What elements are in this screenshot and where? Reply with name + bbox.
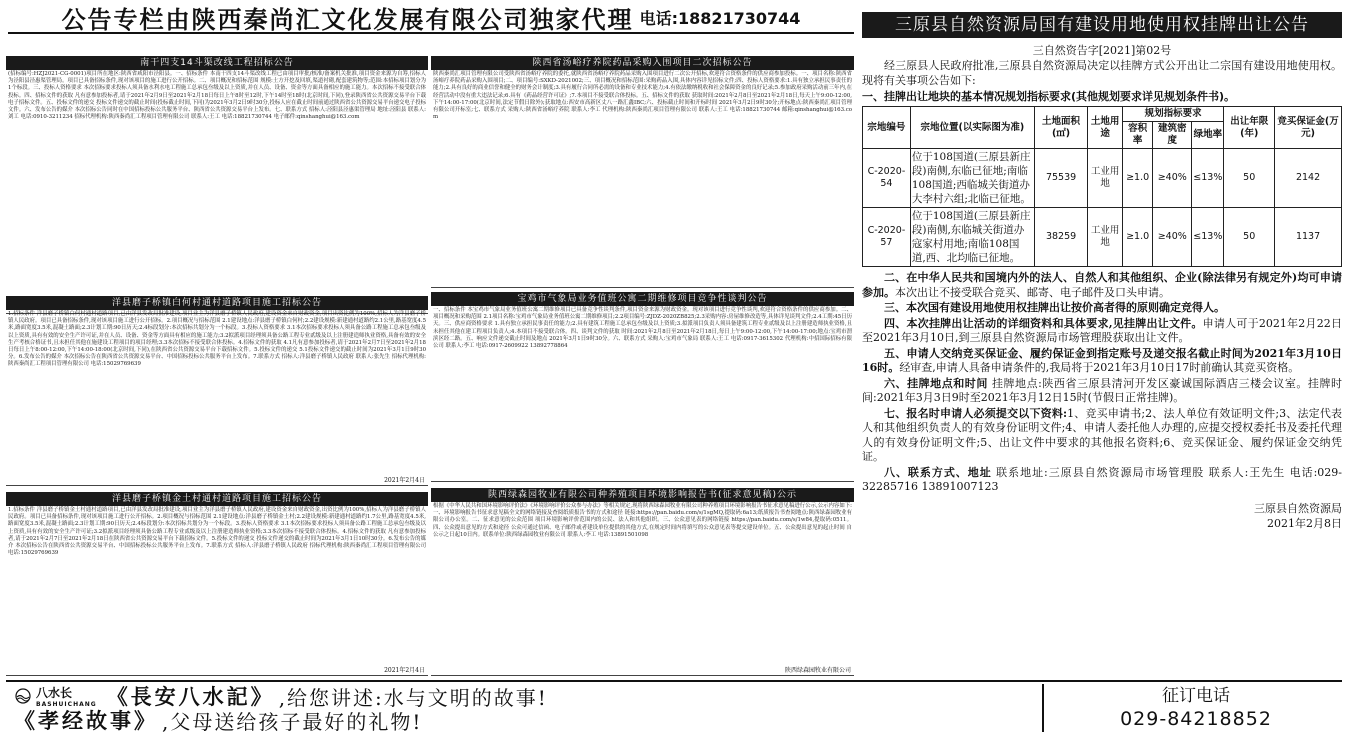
bottom-advertisement	[6, 680, 1342, 730]
col-plan-group: 规划指标要求	[1122, 107, 1223, 122]
notice-body: 1.招标条件 洋县磨子桥镇金土村通村道路项目,已由洋县发改局批准建设,项目业主为洋县磨子桥镇人民政府,建设资金来自财政资金,出资比例为100%,招标人为洋县磨子桥镇人民政府。项目已具备招标条件,现对该项目施工进行公开招标。2.项目概况与招标范围 2.1建设地点:洋县磨子桥镇金土村;2.2建设规模:新建通村道路约1.7公里,路基宽度4.5米,路面宽度3.5米,混凝土路面;2.3计划工期:90日历天;2.4标段划分:本次招标共划分为一个标段。3.投标人资格要求 3.1本次招标要求投标人须具备公路工程施工总承包叁级及以上资质,具有有效的安全生产许可证;3.2拟派项目经理须具备公路工程专业贰级及以上注册建造师执业资格;3.3本次招标不接受联合体投标。4.招标文件的获取 凡有意参加投标者,请于2021年2月7日至2021年2月18日在陕西省公共资源交易平台下载招标文件。5.投标文件的递交 投标文件递交的截止时间为2021年3月1日10时30分。6.发布公告的媒介 本次招标公告在陕西省公共资源交易平台、中国招标投标公共服务平台上发布。7.联系方式 招标人:洋县磨子桥镇人民政府 招标代理机构:陕西秦尚汇工程项目管理有限公司 电话:15029769639	[8, 507, 426, 557]
land-transfer-notice	[862, 12, 1342, 676]
top-banner	[8, 2, 854, 34]
notice-title: 南干四支14斗渠改线工程招标公告	[6, 56, 428, 70]
notice-body: (招标编号:HZJ2021-CG-0001)项目所在地区:陕西省咸阳市泾阳县。一、招标条件 本南干四支14斗渠改线工程已由项目审批/核准/备案机关批准,项目资金来源为自筹,招标人为泾阳县泾惠渠管理局。项目已具备招标条件,现对该项目的施工进行公开招标。二、项目概况和招标范围 规模:土方开挖及回填,渠道衬砌,配套建筑物等;范围:本招标项目划分为1个标段。三、投标人资格要求 本次招标要求投标人须具备水利水电工程施工总承包叁级及以上资质,并在人员、设备、资金等方面具备相应的施工能力。本次招标不接受联合体投标。四、招标文件的获取 凡有意参加投标者,请于2021年2月9日至2021年2月18日每日上午8时至12时,下午14时至18时(北京时间,下同),登录陕西省公共资源交易平台下载电子招标文件。五、投标文件的递交 投标文件递交的截止时间(投标截止时间,下同)为2021年3月2日9时30分,投标人应在截止时间前通过陕西省公共资源交易平台递交电子投标文件。六、发布公告的媒介 本次招标公告同时在中国招标投标公共服务平台、陕西省公共资源交易平台上发布。七、联系方式 招标人:泾阳县泾惠渠管理局 地址:泾阳县 联系人:刘工 电话:0910-3211234 招标代理机构:陕西秦尚汇工程项目管理有限公司 联系人:王工 电话:18821730744 电子邮件:qinshanghui@163.com	[8, 71, 426, 121]
section-4-text: 申请人可于2021年2月22日至2021年3月10日,到三原县自然资源局市场管理股获取出让文件。	[862, 316, 1342, 344]
notice-column-middle	[431, 56, 854, 676]
ad-line-2	[14, 708, 422, 732]
col-density: 建筑密度	[1153, 122, 1192, 149]
notice-column-left	[6, 56, 428, 676]
section-3-heading: 三、本次国有建设用地使用权挂牌出让按价高者得的原则确定竞得人。	[884, 301, 1225, 314]
order-hotline	[1050, 684, 1342, 732]
section-3	[862, 301, 1342, 316]
section-4	[862, 317, 1342, 346]
brand-name-en: BASHUICHANG	[36, 701, 97, 708]
brand-name-text: 八水长	[36, 686, 73, 700]
notice-date: 2021年2月4日	[380, 665, 425, 674]
land-notice-doc-number: 三自然资告字[2021]第02号	[1032, 44, 1172, 57]
cell-green: ≤13%	[1192, 149, 1224, 208]
notice-body: 根据《中华人民共和国环境影响评价法》《环境影响评价公众参与办法》等相关规定,现将陕西绿森园牧业有限公司种养殖项目环境影响报告书征求意见稿进行公示,公示内容如下:一、环境影响报告书征求意见稿全文的网络链接及查阅纸质报告书的方式和途径 链接:https://pan.baidu.com/s/1sgMQ,提取码:6a13;纸质报告书查阅地点:陕西绿森园牧业有限公司办公室。二、征求意见的公众范围 项目环境影响评价范围内的公民、法人和其他组织。三、公众意见表的网络链接 https://pan.baidu.com/s/1w84,提取码:0511。四、公众提出意见的方式和途径 公众可通过信函、电子邮件或者建设单位提供的其他方式,在规定时间内将填写的公众意见表等提交建设单位。五、公众提出意见的起止时间 自公示之日起10日内。联系单位:陕西绿森园牧业有限公司 联系人:李工 电话:13891501098	[433, 503, 852, 538]
section-8-text: 联系地址:三原县自然资源局市场管理股 联系人:王先生 电话:029-32285716 13891007123	[862, 465, 1343, 493]
table-row	[863, 149, 1342, 208]
section-2-heading: 二、在中华人民共和国境内外的法人、自然人和其他组织、企业(除法律另有规定外)均可申请参加。	[862, 271, 1342, 299]
cell-use: 工业用地	[1088, 208, 1123, 267]
cell-code: C-2020-57	[863, 208, 911, 267]
notice-lvsenyuan-eia	[431, 488, 854, 676]
notice-baoji-weather-negotiation	[431, 292, 854, 482]
order-label: 征订电话	[1162, 686, 1230, 706]
section-7	[862, 407, 1342, 465]
ad-book-promo	[6, 684, 1044, 732]
notice-title: 陕西省汤峪疗养院药品采购入围项目二次招标公告	[431, 56, 854, 70]
section-8	[862, 466, 1342, 495]
sign-org: 三原县自然资源局	[1254, 501, 1342, 515]
cell-far: ≥1.0	[1122, 149, 1152, 208]
section-6-heading: 六、挂牌地点和时间	[884, 376, 988, 390]
notice-title: 洋县磨子桥镇金土村通村道路项目施工招标公告	[6, 492, 428, 506]
notice-body: 1.招标条件 洋县磨子桥镇白何村通村道路项目,已由洋县发改局批准建设,项目业主为洋县磨子桥镇人民政府,建设资金来自财政资金,项目出资比例为100%,招标人为洋县磨子桥镇人民政府。项目已具备招标条件,现对该项目施工进行公开招标。2.项目概况与招标范围 2.1建设地点:洋县磨子桥镇白何村;2.2建设规模:新建通村道路约2.1公里,路基宽度4.5米,路面宽度3.5米,混凝土路面;2.3计划工期:90日历天;2.4标段划分:本次招标共划分为一个标段。3.投标人资格要求 3.1本次招标要求投标人须具备公路工程施工总承包叁级及以上资质,具有有效的安全生产许可证,并在人员、设备、资金等方面具有相应的施工能力;3.2拟派项目经理须具备公路工程专业贰级及以上注册建造师执业资格,具备有效的安全生产考核合格证书,且未担任其他在施建设工程项目的项目经理;3.3本次招标不接受联合体投标。4.招标文件的获取 4.1凡有意参加投标者,请于2021年2月7日至2021年2月18日每日上午8:00-12:00,下午14:00-18:00(北京时间,下同),在陕西省公共资源交易平台下载招标文件。5.投标文件的递交 5.1投标文件递交的截止时间为2021年3月1日9时30分。6.发布公告的媒介 本次招标公告在陕西省公共资源交易平台、中国招标投标公共服务平台上发布。7.联系方式 招标人:洋县磨子桥镇人民政府 联系人:张先生 招标代理机构:陕西秦尚汇工程项目管理有限公司 电话:15029769639	[8, 311, 426, 368]
section-6	[862, 377, 1342, 406]
notice-date: 2021年2月4日	[380, 475, 425, 484]
cell-location: 位于108国道(三原县新庄段)南侧,东临城关街道办寇家村用地;南临108国道,西、北均临已征地。	[910, 208, 1034, 267]
wave-logo-icon	[12, 688, 34, 704]
notice-title: 宝鸡市气象局业务值班公寓二期维修项目竞争性谈判公告	[431, 292, 854, 306]
cell-code: C-2020-54	[863, 149, 911, 208]
cell-green: ≤13%	[1192, 208, 1224, 267]
section-5-text: 经审查,申请人具备申请条件的,我局将于2021年3月10日17时前确认其竞买资格。	[899, 361, 1300, 374]
cell-density: ≥40%	[1153, 208, 1192, 267]
col-green: 绿地率	[1192, 122, 1224, 149]
cell-use: 工业用地	[1088, 149, 1123, 208]
cell-deposit: 1137	[1275, 208, 1342, 267]
cell-location: 位于108国道(三原县新庄段)南侧,东临已征地;南临108国道;西临城关街道办大李村六组;北临已征地。	[910, 149, 1034, 208]
banner-phone: 电话:18821730744	[639, 8, 801, 28]
notice-title: 洋县磨子桥镇白何村通村道路项目施工招标公告	[6, 296, 428, 310]
notice-baihe-road-tender	[6, 296, 428, 486]
col-far: 容积率	[1122, 122, 1152, 149]
col-location: 宗地位置(以实际图为准)	[910, 107, 1034, 149]
col-use: 土地用途	[1088, 107, 1123, 149]
section-4-heading: 四、本次挂牌出让活动的详细资料和具体要求,见挂牌出让文件。	[884, 316, 1203, 330]
plot-table	[862, 106, 1342, 267]
land-notice-title: 三原县自然资源局国有建设用地使用权挂牌出让公告	[862, 12, 1342, 38]
cell-years: 50	[1224, 149, 1275, 208]
col-area: 土地面积(㎡)	[1034, 107, 1087, 149]
cell-density: ≥40%	[1153, 149, 1192, 208]
section-7-text: 1、竞买申请书;2、法人单位有效证明文件;3、法定代表人和其他组织负责人的有效身份证明文件;4、申请人委托他人办理的,应提交授权委托书及委托代理人的有效身份证明文件;5、出让文件中要求的其他报名资料;6、竞买保证金、履约保证金交纳凭证。	[862, 406, 1343, 463]
sign-date: 2021年2月8日	[1267, 516, 1342, 530]
col-deposit: 竞买保证金(万元)	[1275, 107, 1342, 149]
col-years: 出让年限(年)	[1224, 107, 1275, 149]
section-5	[862, 347, 1342, 376]
notice-body: 一、招标条件 本宝鸡市气象局业务值班公寓二期维修项目已具备竞争性谈判条件,项目资金来源为财政资金。现对该项目进行竞争性谈判,欢迎符合资格条件的供应商参加。二、项目概况和采购范围 2.1项目名称:宝鸡市气象局业务值班公寓二期维修项目;2.2项目编号:ZJDZ-2020ZB825;2.3采购内容:房屋维修改造等,具体详见谈判文件;2.4工期:45日历天。三、供应商资格要求 1.具有独立承担民事责任的能力;2.具有建筑工程施工总承包叁级及以上资质;3.拟派项目负责人须具备建筑工程专业贰级及以上注册建造师执业资格,且未担任其他在建工程项目负责人;4.本项目不接受联合体。四、谈判文件的获取 时间:2021年2月8日至2021年2月18日,每日上午9:00-12:00,下午14:00-17:00;地点:宝鸡市渭滨区经二路。五、响应文件递交截止时间及地点 2021年3月1日9时30分。六、联系方式 采购人:宝鸡市气象局 联系人:王工 电话:0917-3615302 代理机构:中招国际招标有限公司 联系人:李工 电话:0917-2609922 13892778864	[433, 307, 852, 350]
section-2-text: 本次出让不接受联合竞买、邮寄、电子邮件及口头申请。	[895, 285, 1170, 299]
book-slogan-1: ,给您讲述:水与文明的故事!	[278, 685, 548, 710]
col-code: 宗地编号	[863, 107, 911, 149]
notice-tangyu-drug-tender	[431, 56, 854, 288]
section-1-heading: 一、挂牌出让地块的基本情况规划指标要求(其他规划要求详见规划条件书)。	[862, 90, 1236, 103]
section-7-heading: 七、报名时申请人必须提交以下资料:	[884, 406, 1068, 420]
section-2	[862, 271, 1342, 300]
section-8-heading: 八、联系方式、地址	[884, 465, 992, 479]
cell-area: 75539	[1034, 149, 1087, 208]
book-title-1: 《長安八水記》	[106, 684, 275, 709]
cell-deposit: 2142	[1275, 149, 1342, 208]
table-row	[863, 208, 1342, 267]
notice-body: 陕西秦尚汇项目管理有限公司受陕西省汤峪疗养院的委托,就陕西省汤峪疗养院药品采购入围项目进行二次公开招标,欢迎符合资格条件的供应商参加投标。一、项目名称:陕西省汤峪疗养院药品采购入围项目;二、项目编号:SXKD-2021002;三、项目概况和招标范围:采购药品入围,具体内容详见招标文件;四、投标人资格要求:1.具有独立承担民事责任的能力;2.具有良好的商业信誉和健全的财务会计制度;3.具有履行合同所必需的设备和专业技术能力;4.有依法缴纳税收和社会保障资金的良好记录;5.参加政府采购活动前三年内,在经营活动中没有重大违法记录;6.具有《药品经营许可证》;7.本项目不接受联合体投标。五、招标文件的获取 获取时间:2021年2月8日至2021年2月18日,每天上午9:00-12:00,下午14:00-17:00(北京时间,法定节假日除外);获取地点:西安市高新区丈八一路汇鑫IBC;六、投标截止时间和开标时间 2021年3月2日9时30分;开标地点:陕西秦尚汇项目管理有限公司开标室;七、联系方式 采购人:陕西省汤峪疗养院 联系人:李工 代理机构:陕西秦尚汇项目管理有限公司 联系人:王工 电话:18821730744 邮箱:qinshanghui@163.com	[433, 71, 852, 121]
land-notice-intro: 经三原县人民政府批准,三原县自然资源局决定以挂牌方式公开出让二宗国有建设用地使用权。现将有关事项公告如下:	[862, 59, 1342, 87]
banner-headline: 公告专栏由陕西秦尚汇文化发展有限公司独家代理	[61, 5, 634, 34]
notice-canal-tender	[6, 56, 428, 314]
notice-signature: 陕西绿森园牧业有限公司	[781, 665, 851, 674]
section-5-heading: 五、申请人交纳竞买保证金、履约保证金到指定账号及递交报名截止时间为2021年3月10日16时。	[862, 346, 1342, 374]
book-title-2: 《孝经故事》	[14, 708, 158, 732]
notice-title: 陕西绿森园牧业有限公司种养殖项目环境影响报告书(征求意见稿)公示	[431, 488, 854, 502]
order-phone: 029-84218852	[1120, 708, 1272, 730]
cell-area: 38259	[1034, 208, 1087, 267]
cell-far: ≥1.0	[1122, 208, 1152, 267]
cell-years: 50	[1224, 208, 1275, 267]
section-6-text: 挂牌地点:陕西省三原县清河开发区豪诚国际酒店三楼会议室。挂牌时间:2021年3月3日9时至2021年3月12日15时(节假日正常挂牌)。	[862, 376, 1342, 404]
notice-jintu-road-tender	[6, 492, 428, 676]
book-slogan-2: ,父母送给孩子最好的礼物!	[162, 709, 423, 732]
